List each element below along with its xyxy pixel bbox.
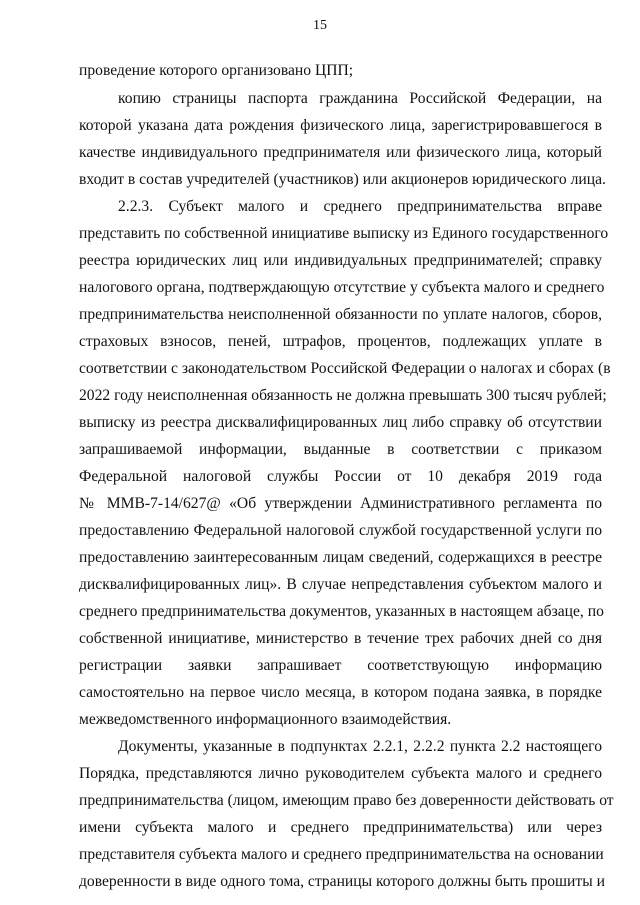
text-line: Документы, указанные в подпунктах 2.2.1, 2.2.2 пункта 2.2 настоящего: [118, 738, 602, 755]
text-line: межведомственного информационного взаимодействия.: [79, 711, 452, 728]
text-line: выписку из реестра дисквалифицированных лиц либо справку об отсутствии: [79, 414, 602, 431]
text-line: № ММВ-7-14/627@ «Об утверждении Административного регламента по: [79, 495, 602, 512]
text-line: проведение которого организовано ЦПП;: [79, 62, 354, 79]
text-line: качестве индивидуального предпринимателя или физического лица, который: [79, 144, 602, 161]
text-line: самостоятельно на первое число месяца, в котором подана заявка, в порядке: [79, 684, 602, 701]
text-line: запрашиваемой информации, выданные в соответствии с приказом: [79, 441, 602, 458]
text-line: регистрации заявки запрашивает соответствующую информацию: [79, 657, 602, 674]
text-line: имени субъекта малого и среднего предпринимательства) или через: [79, 819, 602, 836]
text-line: входит в состав учредителей (участников) или акционеров юридического лица.: [79, 171, 606, 188]
text-line: которой указана дата рождения физического лица, зарегистрировавшегося в: [79, 117, 602, 134]
text-line: реестра юридических лиц или индивидуальных предпринимателей; справку: [79, 252, 602, 269]
text-line: Федеральной налоговой службы России от 10 декабря 2019 года: [79, 468, 602, 485]
text-line: среднего предпринимательства документов, указанных в настоящем абзаце, по: [79, 603, 604, 620]
text-line: представить по собственной инициативе выписку из Единого государственного: [79, 225, 609, 242]
text-line: собственной инициативе, министерство в течение трех рабочих дней со дня: [79, 630, 602, 647]
text-line: 2022 году неисполненная обязанность не должна превышать 300 тысяч рублей;: [79, 387, 607, 404]
text-line: страховых взносов, пеней, штрафов, процентов, подлежащих уплате в: [79, 333, 602, 350]
text-line: Порядка, представляются лично руководителем субъекта малого и среднего: [79, 765, 602, 782]
text-line: предоставлению Федеральной налоговой службой государственной услуги по: [79, 522, 602, 539]
text-line: дисквалифицированных лиц». В случае непредставления субъектом малого и: [79, 576, 602, 593]
text-line: доверенности в виде одного тома, страницы которого должны быть прошиты и: [79, 873, 605, 890]
text-line: предоставлению заинтересованным лицам сведений, содержащихся в реестре: [79, 549, 602, 566]
text-line: копию страницы паспорта гражданина Российской Федерации, на: [118, 90, 602, 107]
text-line: соответствии с законодательством Российской Федерации о налогах и сборах (в: [79, 360, 611, 377]
page-number: 15: [313, 18, 327, 33]
text-line: предпринимательства неисполненной обязанности по уплате налогов, сборов,: [79, 306, 602, 323]
text-line: предпринимательства (лицом, имеющим право без доверенности действовать от: [79, 792, 614, 809]
text-line: 2.2.3. Субъект малого и среднего предпринимательства вправе: [118, 198, 602, 215]
text-line: налогового органа, подтверждающую отсутствие у субъекта малого и среднего: [79, 279, 605, 296]
text-line: представителя субъекта малого и среднего предпринимательства на основании: [79, 846, 604, 863]
